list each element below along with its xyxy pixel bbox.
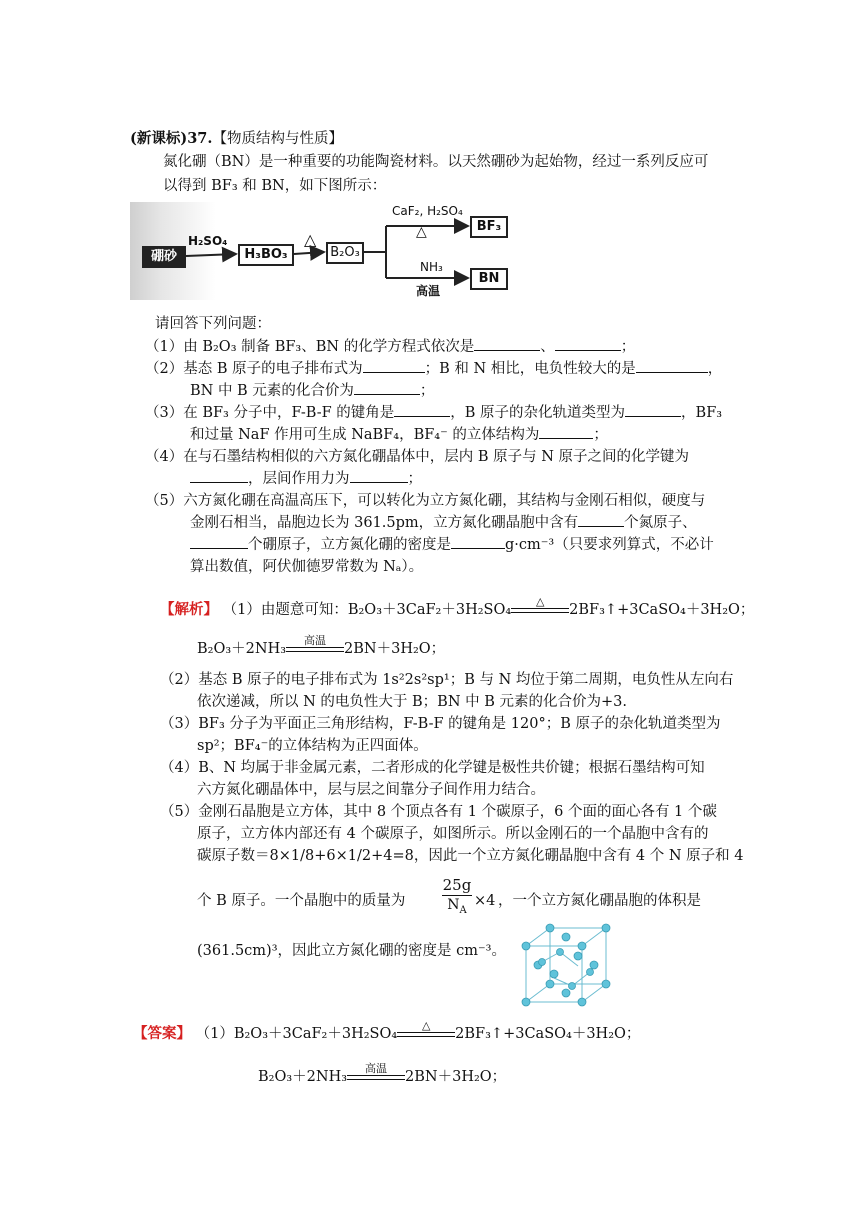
blank[interactable] <box>394 402 450 417</box>
analysis-4b: 六方氮化硼晶体中，层与层之间靠分子间作用力结合。 <box>197 782 545 798</box>
intro-line-2: 以得到 BF₃ 和 BN，如下图所示： <box>163 178 387 194</box>
question-5-line-2: 金刚石相当，晶胞边长为 361.5pm，立方氮化硼晶胞中含有 个氮原子、 <box>190 512 697 534</box>
intro-line-1: 氮化硼（BN）是一种重要的功能陶瓷材料。以天然硼砂为起始物，经过一系列反应可 <box>163 154 709 170</box>
analysis-5d-post: ，一个立方氮化硼晶胞的体积是 <box>498 893 701 909</box>
answer-1b: B₂O₃＋2NH₃ 高温 2BN＋3H₂O； <box>258 1062 507 1085</box>
blank[interactable] <box>625 402 681 417</box>
fraction-multiplier: ×4 <box>474 893 496 909</box>
analysis-3a: （3）BF₃ 分子为平面正三角形结构，F-B-F 的键角是 120°；B 原子的杂化轨道类型为 <box>160 716 721 732</box>
equals-high-temp-sign: 高温 <box>286 642 344 656</box>
lower-condition: 高温 <box>416 284 441 298</box>
blank[interactable] <box>636 358 708 373</box>
fraction-numerator: 25g <box>442 876 472 894</box>
question-5-line-3: 个硼原子，立方氮化硼的密度是 g·cm⁻³（只要求列算式，不必计 <box>190 534 714 556</box>
analysis-5e: (361.5cm)³，因此立方氮化硼的密度是 cm⁻³。 <box>197 943 506 959</box>
heat-symbol: △ <box>304 230 317 249</box>
bn-box: BN <box>470 268 508 290</box>
h3bo3-box: H₃BO₃ <box>238 244 294 266</box>
blank[interactable] <box>190 468 248 483</box>
blank[interactable] <box>190 534 248 549</box>
analysis-5d-pre: 个 B 原子。一个晶胞中的质量为 <box>197 893 406 909</box>
question-title: 【物质结构与性质】 <box>212 131 343 147</box>
blank[interactable] <box>474 336 540 351</box>
analysis-5b: 原子，立方体内部还有 4 个碳原子，如图所示。所以金刚石的一个晶胞中含有的 <box>197 826 709 842</box>
analysis-2b: 依次递减，所以 N 的电负性大于 B；BN 中 B 元素的化合价为+3. <box>197 694 627 710</box>
blank[interactable] <box>555 336 621 351</box>
blank[interactable] <box>363 358 425 373</box>
question-3-line-1: （3）在 BF₃ 分子中，F-B-F 的键角是 ，B 原子的杂化轨道类型为 ，BF₃ <box>145 402 722 424</box>
analysis-1b: B₂O₃＋2NH₃ 高温 2BN＋3H₂O； <box>197 634 446 657</box>
equals-heat-sign: △ <box>511 603 569 617</box>
borax-box: 硼砂 <box>142 246 186 268</box>
bf3-box: BF₃ <box>470 216 508 238</box>
question-2-line-2: BN 中 B 元素的化合价为 ； <box>190 380 434 402</box>
question-4-line-2: ，层间作用力为 ； <box>190 468 422 490</box>
equals-heat-sign: △ <box>397 1027 455 1041</box>
analysis-label: 【解析】 <box>160 601 218 618</box>
analysis-2a: （2）基态 B 原子的电子排布式为 1s²2s²sp¹；B 与 N 均位于第二周期，电负性从左向右 <box>160 672 734 688</box>
question-2-line-1: （2）基态 B 原子的电子排布式为 ；B 和 N 相比，电负性较大的是 ， <box>145 358 722 380</box>
question-4-line-1: （4）在与石墨结构相似的六方氮化硼晶体中，层内 B 原子与 N 原子之间的化学键为 <box>145 449 690 465</box>
question-header <box>130 128 343 150</box>
analysis-1a: 【解析】 （1）由题意可知：B₂O₃＋3CaF₂＋3H₂SO₄ △ 2BF₃↑+3CaSO₄＋3H₂O； <box>160 595 755 618</box>
lower-reagent: NH₃ <box>420 260 443 274</box>
question-5-line-4: 算出数值，阿伏伽德罗常数为 Nₐ）。 <box>190 559 424 575</box>
analysis-3b: sp²；BF₄⁻的立体结构为正四面体。 <box>197 738 428 754</box>
fraction-denominator: $N_A$ <box>447 897 467 916</box>
equals-high-temp-sign: 高温 <box>347 1070 405 1084</box>
blank[interactable] <box>578 512 624 527</box>
blank[interactable] <box>354 380 420 395</box>
question-1: （1）由 B₂O₃ 制备 BF₃、BN 的化学方程式依次是 、 ； <box>145 336 635 358</box>
blank[interactable] <box>350 468 408 483</box>
blank[interactable] <box>539 424 593 439</box>
answer-label: 【答案】 <box>133 1025 191 1042</box>
prompt-text: 请回答下列问题： <box>155 316 271 332</box>
analysis-4a: （4）B、N 均属于非金属元素，二者形成的化学键是极性共价键；根据石墨结构可知 <box>160 760 705 776</box>
blank[interactable] <box>451 534 505 549</box>
answer-1a: 【答案】 （1）B₂O₃＋3CaF₂＋3H₂SO₄ △ 2BF₃↑+3CaSO₄＋3H₂O； <box>133 1019 641 1042</box>
question-3-line-2: 和过量 NaF 作用可生成 NaBF₄，BF₄⁻ 的立体结构为 ； <box>190 424 608 446</box>
analysis-5c: 碳原子数＝8×1/8+6×1/2+4=8，因此一个立方氮化硼晶胞中含有 4 个 N 原子和 4 <box>197 848 744 864</box>
question-tag: (新课标)37. <box>130 130 213 147</box>
analysis-5a: （5）金刚石晶胞是立方体，其中 8 个顶点各有 1 个碳原子，6 个面的面心各有 1 个碳 <box>160 804 717 820</box>
mass-fraction <box>442 876 472 919</box>
upper-reagent: CaF₂, H₂SO₄ <box>392 204 463 218</box>
flow-arrows <box>130 202 520 300</box>
reagent-h2so4: H₂SO₄ <box>188 234 228 248</box>
upper-heat-symbol: △ <box>416 224 427 240</box>
reaction-flow-diagram <box>130 202 520 300</box>
diamond-unit-cell-image <box>520 922 612 1008</box>
b2o3-box: B₂O₃ <box>326 242 364 264</box>
question-5-line-1: （5）六方氮化硼在高温高压下，可以转化为立方氮化硼，其结构与金刚石相似，硬度与 <box>145 493 706 509</box>
